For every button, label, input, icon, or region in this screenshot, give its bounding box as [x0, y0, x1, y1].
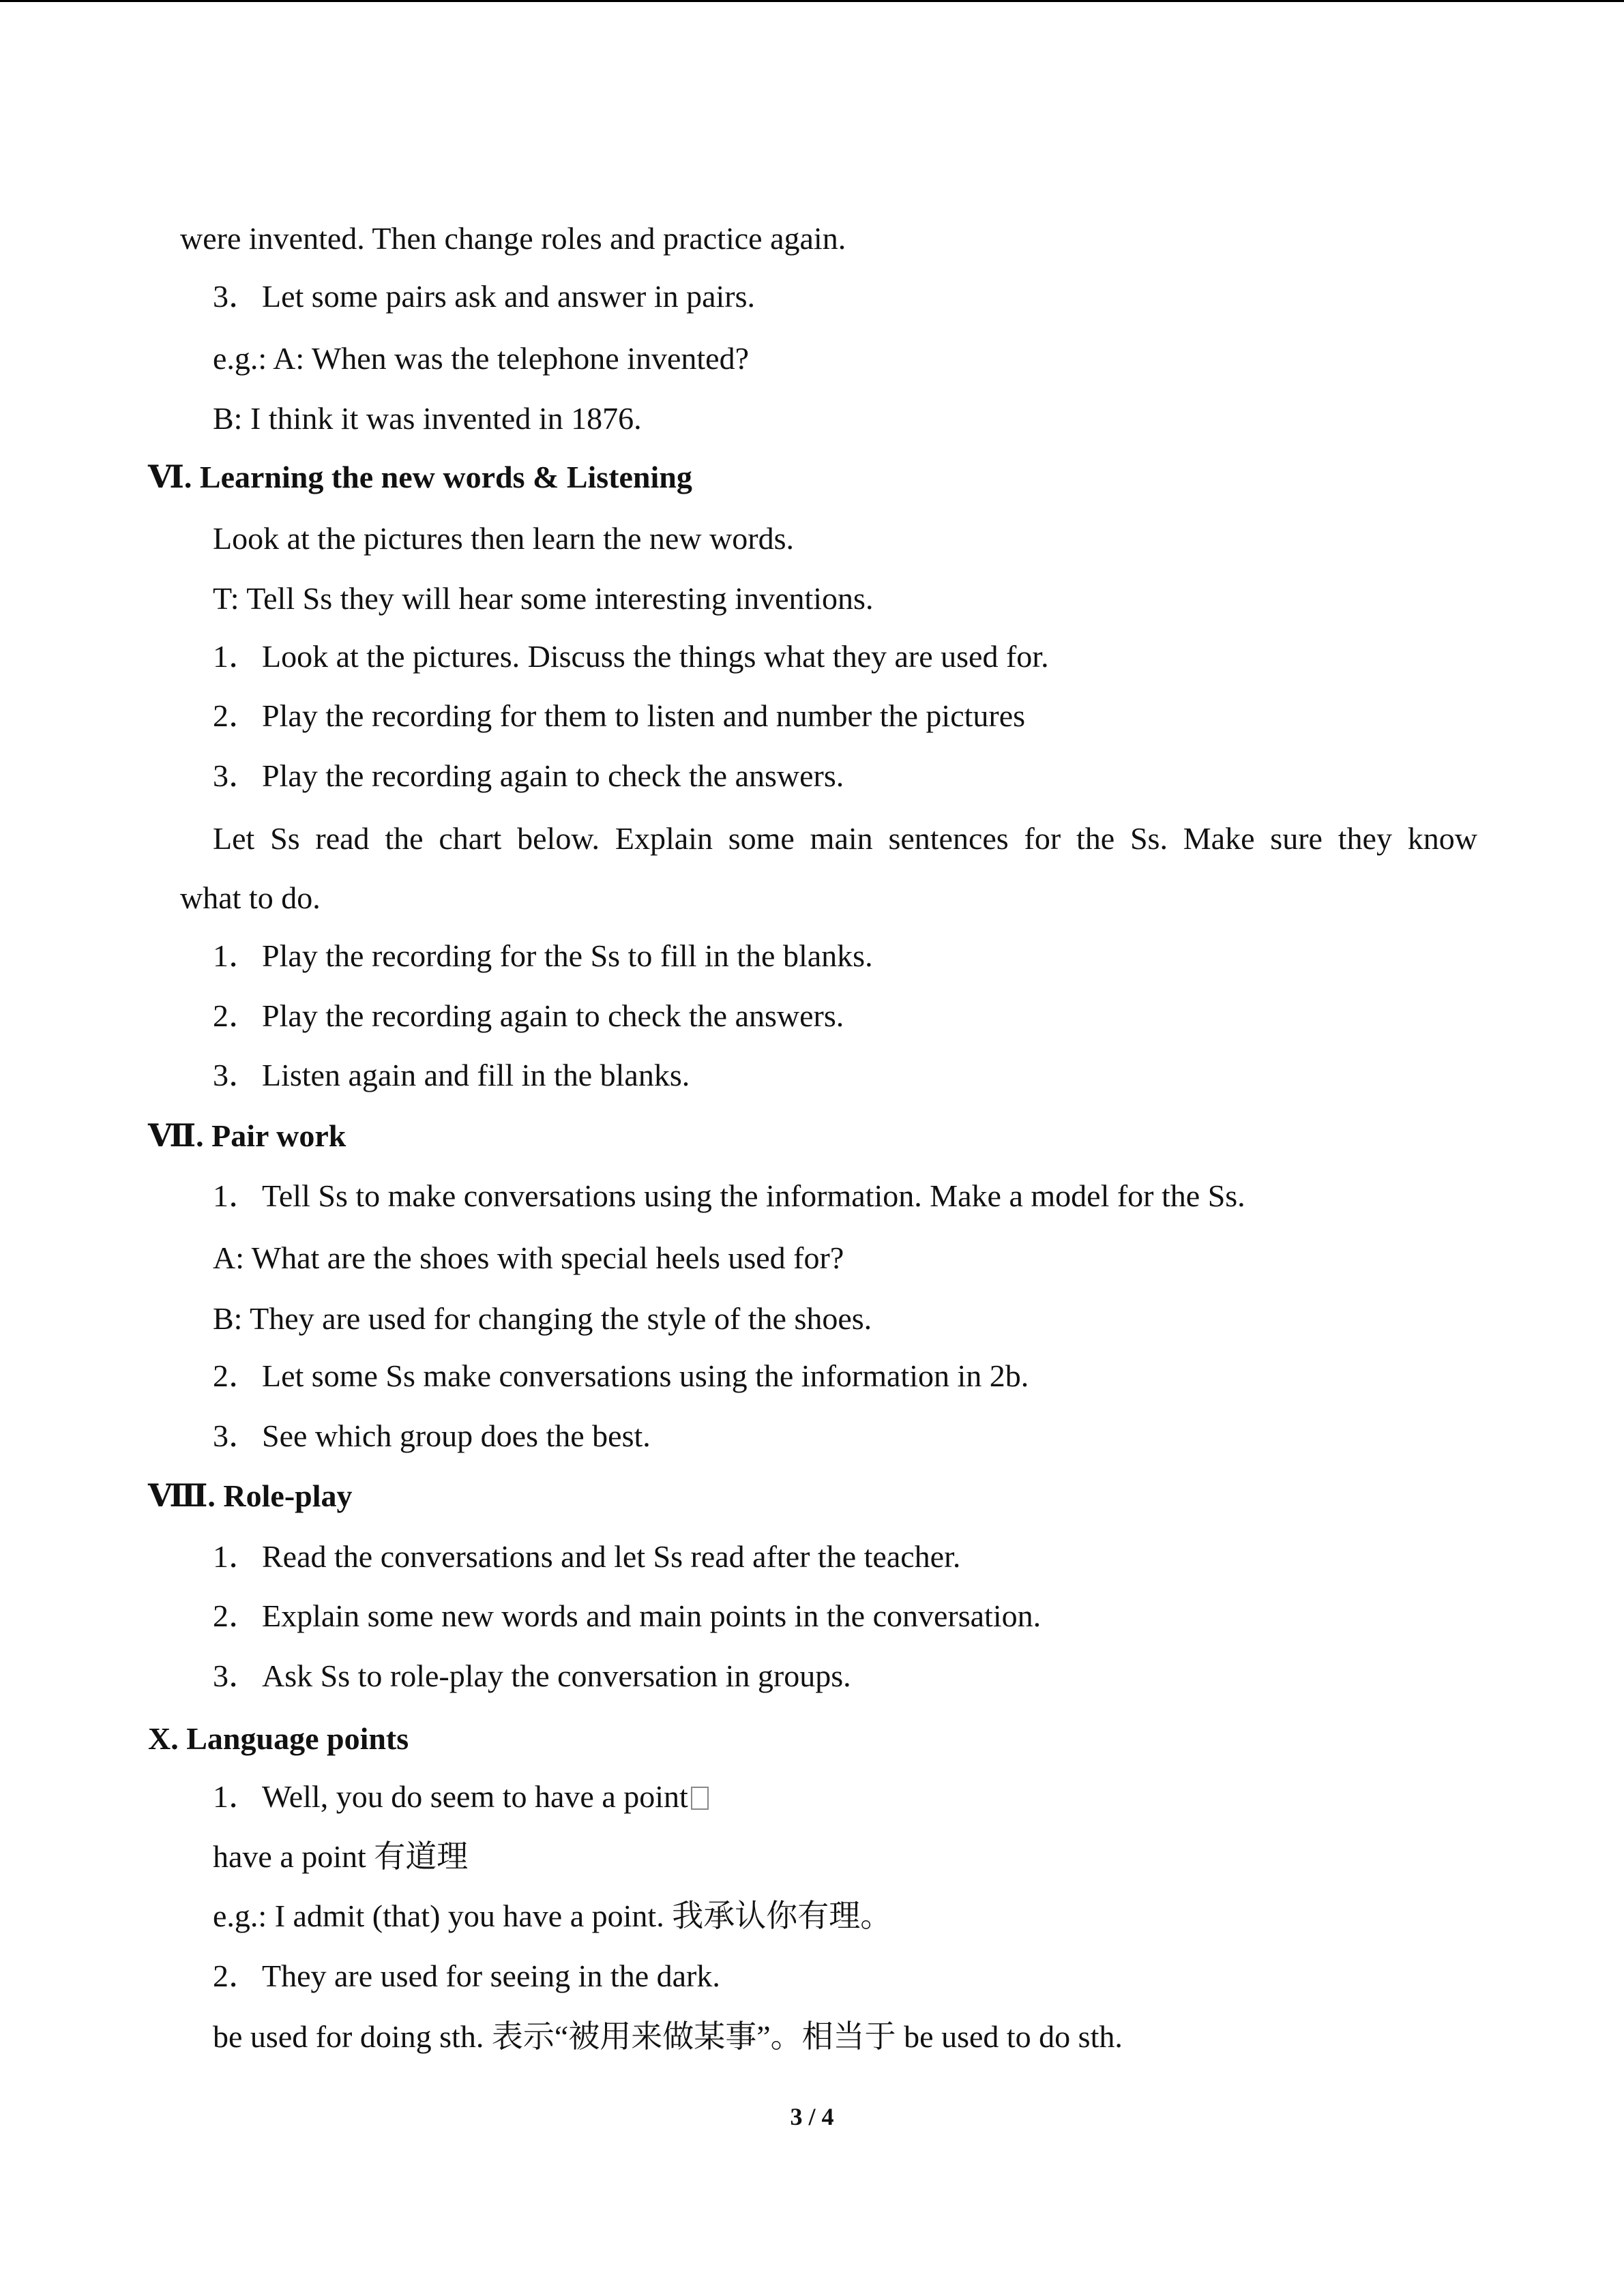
paragraph-line: Look at the pictures then learn the new words. — [213, 521, 795, 556]
list-item-text: Let some Ss make conversations using the information in 2b. — [262, 1358, 1029, 1393]
list-item — [213, 1055, 690, 1096]
list-item — [213, 756, 844, 796]
list-item-text: Explain some new words and main points in the conversation. — [262, 1598, 1042, 1633]
list-number: 2． — [213, 1958, 260, 1993]
missing-glyph-box-icon — [691, 1787, 709, 1810]
list-item — [213, 636, 1049, 677]
list-item — [213, 1536, 960, 1577]
phrase-line: be used for doing sth. 表示“被用来做某事”。相当于 be used to do sth. — [213, 2019, 1123, 2054]
example-line: e.g.: I admit (that) you have a point. 我承认你有理。 — [213, 1898, 892, 1933]
section-heading-7: Ⅶ. Pair work — [148, 1118, 346, 1153]
list-item-text: They are used for seeing in the dark. — [262, 1958, 720, 1993]
list-item-text: Play the recording again to check the answers. — [262, 758, 844, 793]
section-heading-8: Ⅷ. Role-play — [148, 1478, 353, 1513]
list-item — [213, 996, 844, 1037]
list-number: 3． — [213, 1058, 260, 1092]
list-number: 3． — [213, 279, 260, 314]
list-item-text: Well, you do seem to have a point — [262, 1779, 688, 1814]
list-item — [213, 1776, 709, 1817]
list-item-text: Look at the pictures. Discuss the things what they are used for. — [262, 639, 1049, 674]
paragraph-line: what to do. — [180, 880, 321, 915]
list-item — [213, 696, 1025, 736]
list-number: 1． — [213, 1539, 260, 1574]
list-item-text: Ask Ss to role-play the conversation in groups. — [262, 1658, 851, 1693]
paragraph-line: T: Tell Ss they will hear some interesting inventions. — [213, 581, 874, 616]
list-number: 1． — [213, 1178, 260, 1213]
section-heading-10: X. Language points — [148, 1721, 409, 1756]
list-item — [213, 1956, 720, 1997]
list-number: 1． — [213, 639, 260, 674]
paragraph-line: Let Ss read the chart below. Explain some main sentences for the Ss. Make sure they know — [213, 821, 1477, 856]
list-item — [213, 1176, 1245, 1217]
section-heading-6: Ⅵ. Learning the new words & Listening — [148, 460, 692, 494]
list-number: 2． — [213, 1598, 260, 1633]
list-number: 2． — [213, 698, 260, 733]
list-number: 3． — [213, 1418, 260, 1453]
list-number: 1． — [213, 1779, 260, 1814]
list-item — [213, 1356, 1029, 1397]
dialogue-line: A: What are the shoes with special heels used for? — [213, 1240, 844, 1275]
list-item-text: Listen again and fill in the blanks. — [262, 1058, 690, 1092]
dialogue-line: B: They are used for changing the style of the shoes. — [213, 1301, 872, 1336]
list-number: 2． — [213, 998, 260, 1033]
page-number: 3 / 4 — [790, 2103, 834, 2130]
example-line: B: I think it was invented in 1876. — [213, 401, 642, 436]
list-item-text: Play the recording again to check the answers. — [262, 998, 844, 1033]
list-item-text: See which group does the best. — [262, 1418, 651, 1453]
paragraph-line: were invented. Then change roles and practice again. — [180, 221, 846, 256]
list-item — [213, 1596, 1041, 1637]
list-item-text: Read the conversations and let Ss read after the teacher. — [262, 1539, 961, 1574]
list-item — [213, 936, 873, 976]
list-item — [213, 276, 755, 317]
list-item — [213, 1416, 651, 1457]
list-number: 3． — [213, 758, 260, 793]
example-line: e.g.: A: When was the telephone invented? — [213, 341, 750, 376]
list-item-text: Let some pairs ask and answer in pairs. — [262, 279, 756, 314]
list-item-text: Tell Ss to make conversations using the information. Make a model for the Ss. — [262, 1178, 1245, 1213]
list-number: 2． — [213, 1358, 260, 1393]
list-item — [213, 1656, 851, 1697]
list-number: 3． — [213, 1658, 260, 1693]
phrase-line: have a point 有道理 — [213, 1839, 469, 1874]
list-item-text: Play the recording for the Ss to fill in the blanks. — [262, 938, 873, 973]
list-item-text: Play the recording for them to listen and number the pictures — [262, 698, 1026, 733]
list-number: 1． — [213, 938, 260, 973]
